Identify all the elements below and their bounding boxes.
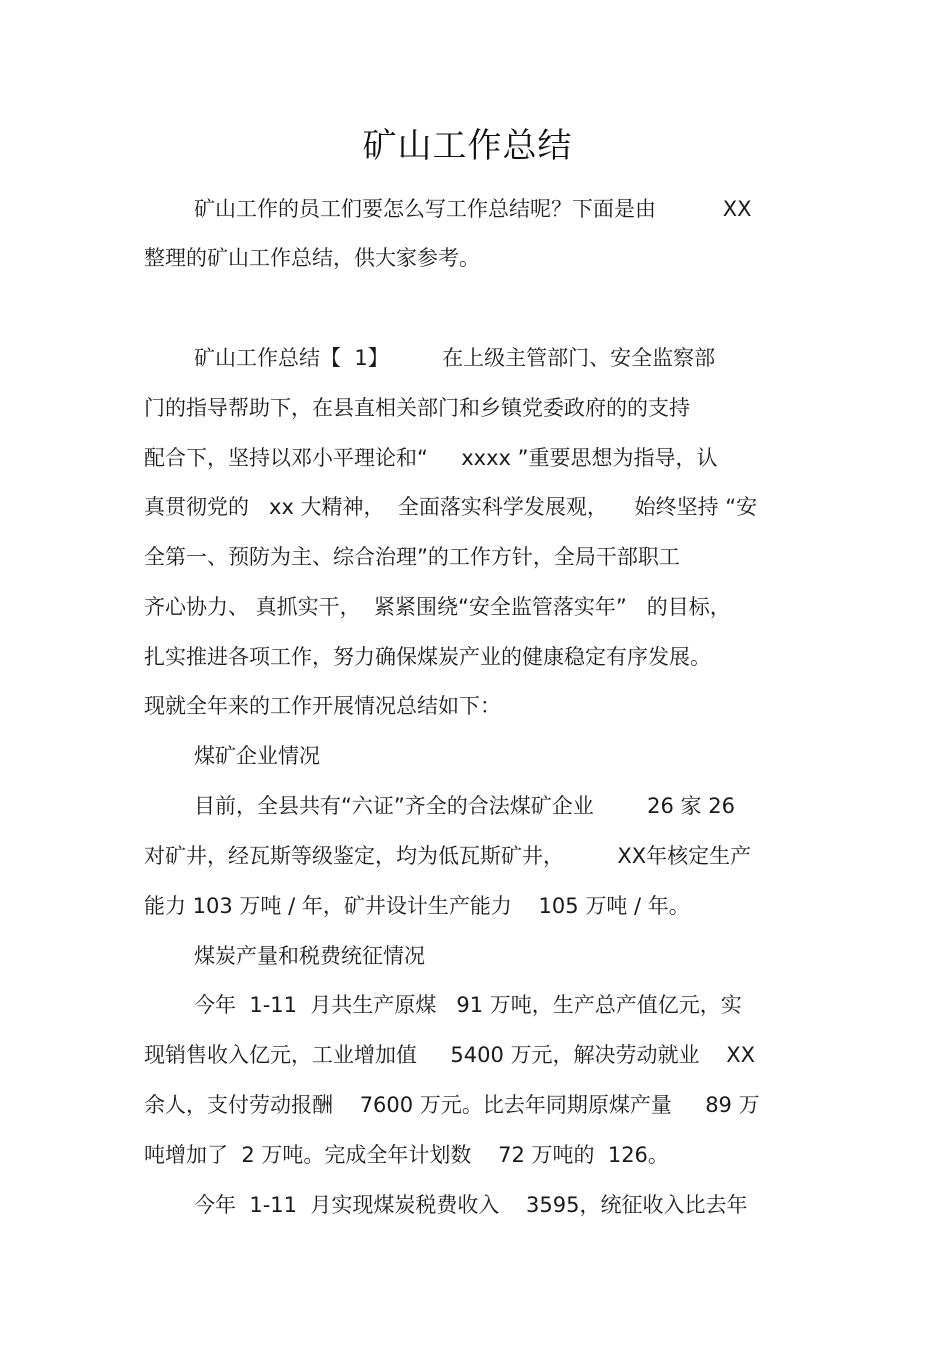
paragraph-line: 对矿井，经瓦斯等级鉴定，均为低瓦斯矿井， XX年核定生产 — [144, 844, 752, 868]
paragraph-line: 余人，支付劳动报酬 7600 万元。比去年同期原煤产量 89 万 — [144, 1093, 760, 1117]
paragraph-line: 配合下，坚持以邓小平理论和“ xxxx ”重要思想为指导，认 — [144, 446, 718, 470]
paragraph-line: 现销售收入亿元，工业增加值 5400 万元，解决劳动就业 XX — [144, 1043, 755, 1067]
section-heading: 煤炭产量和税费统征情况 — [194, 944, 425, 968]
paragraph-line: 今年 1-11 月实现煤炭税费收入 3595，统征收入比去年 — [194, 1193, 748, 1217]
document-title: 矿山工作总结 — [362, 126, 573, 166]
paragraph-line: 整理的矿山工作总结，供大家参考。 — [144, 246, 480, 270]
paragraph-line: 能力 103 万吨 / 年，矿井设计生产能力 105 万吨 / 年。 — [144, 894, 690, 918]
paragraph-line: 门的指导帮助下，在县直相关部门和乡镇党委政府的的支持 — [144, 396, 690, 420]
paragraph-line: 齐心协力、 真抓实干， 紧紧围绕“安全监管落实年” 的目标， — [144, 595, 731, 619]
section-heading: 煤矿企业情况 — [194, 744, 320, 768]
paragraph-line: 现就全年来的工作开展情况总结如下： — [144, 694, 501, 718]
paragraph-line: 吨增加了 2 万吨。完成全年计划数 72 万吨的 126。 — [144, 1143, 669, 1167]
paragraph-line: 目前，全县共有“六证”齐全的合法煤矿企业 26 家 26 — [194, 794, 735, 818]
paragraph-line: 真贯彻党的 xx 大精神， 全面落实科学发展观， 始终坚持 “安 — [144, 495, 758, 519]
paragraph-line: 今年 1-11 月共生产原煤 91 万吨，生产总产值亿元，实 — [194, 993, 742, 1017]
paragraph-line: 矿山工作总结【 1】 在上级主管部门、安全监察部 — [194, 346, 716, 370]
paragraph-line: 全第一、预防为主、综合治理”的工作方针，全局干部职工 — [144, 545, 680, 569]
paragraph-line: 扎实推进各项工作，努力确保煤炭产业的健康稳定有序发展。 — [144, 645, 711, 669]
paragraph-line: 矿山工作的员工们要怎么写工作总结呢？下面是由 XX — [194, 197, 752, 221]
